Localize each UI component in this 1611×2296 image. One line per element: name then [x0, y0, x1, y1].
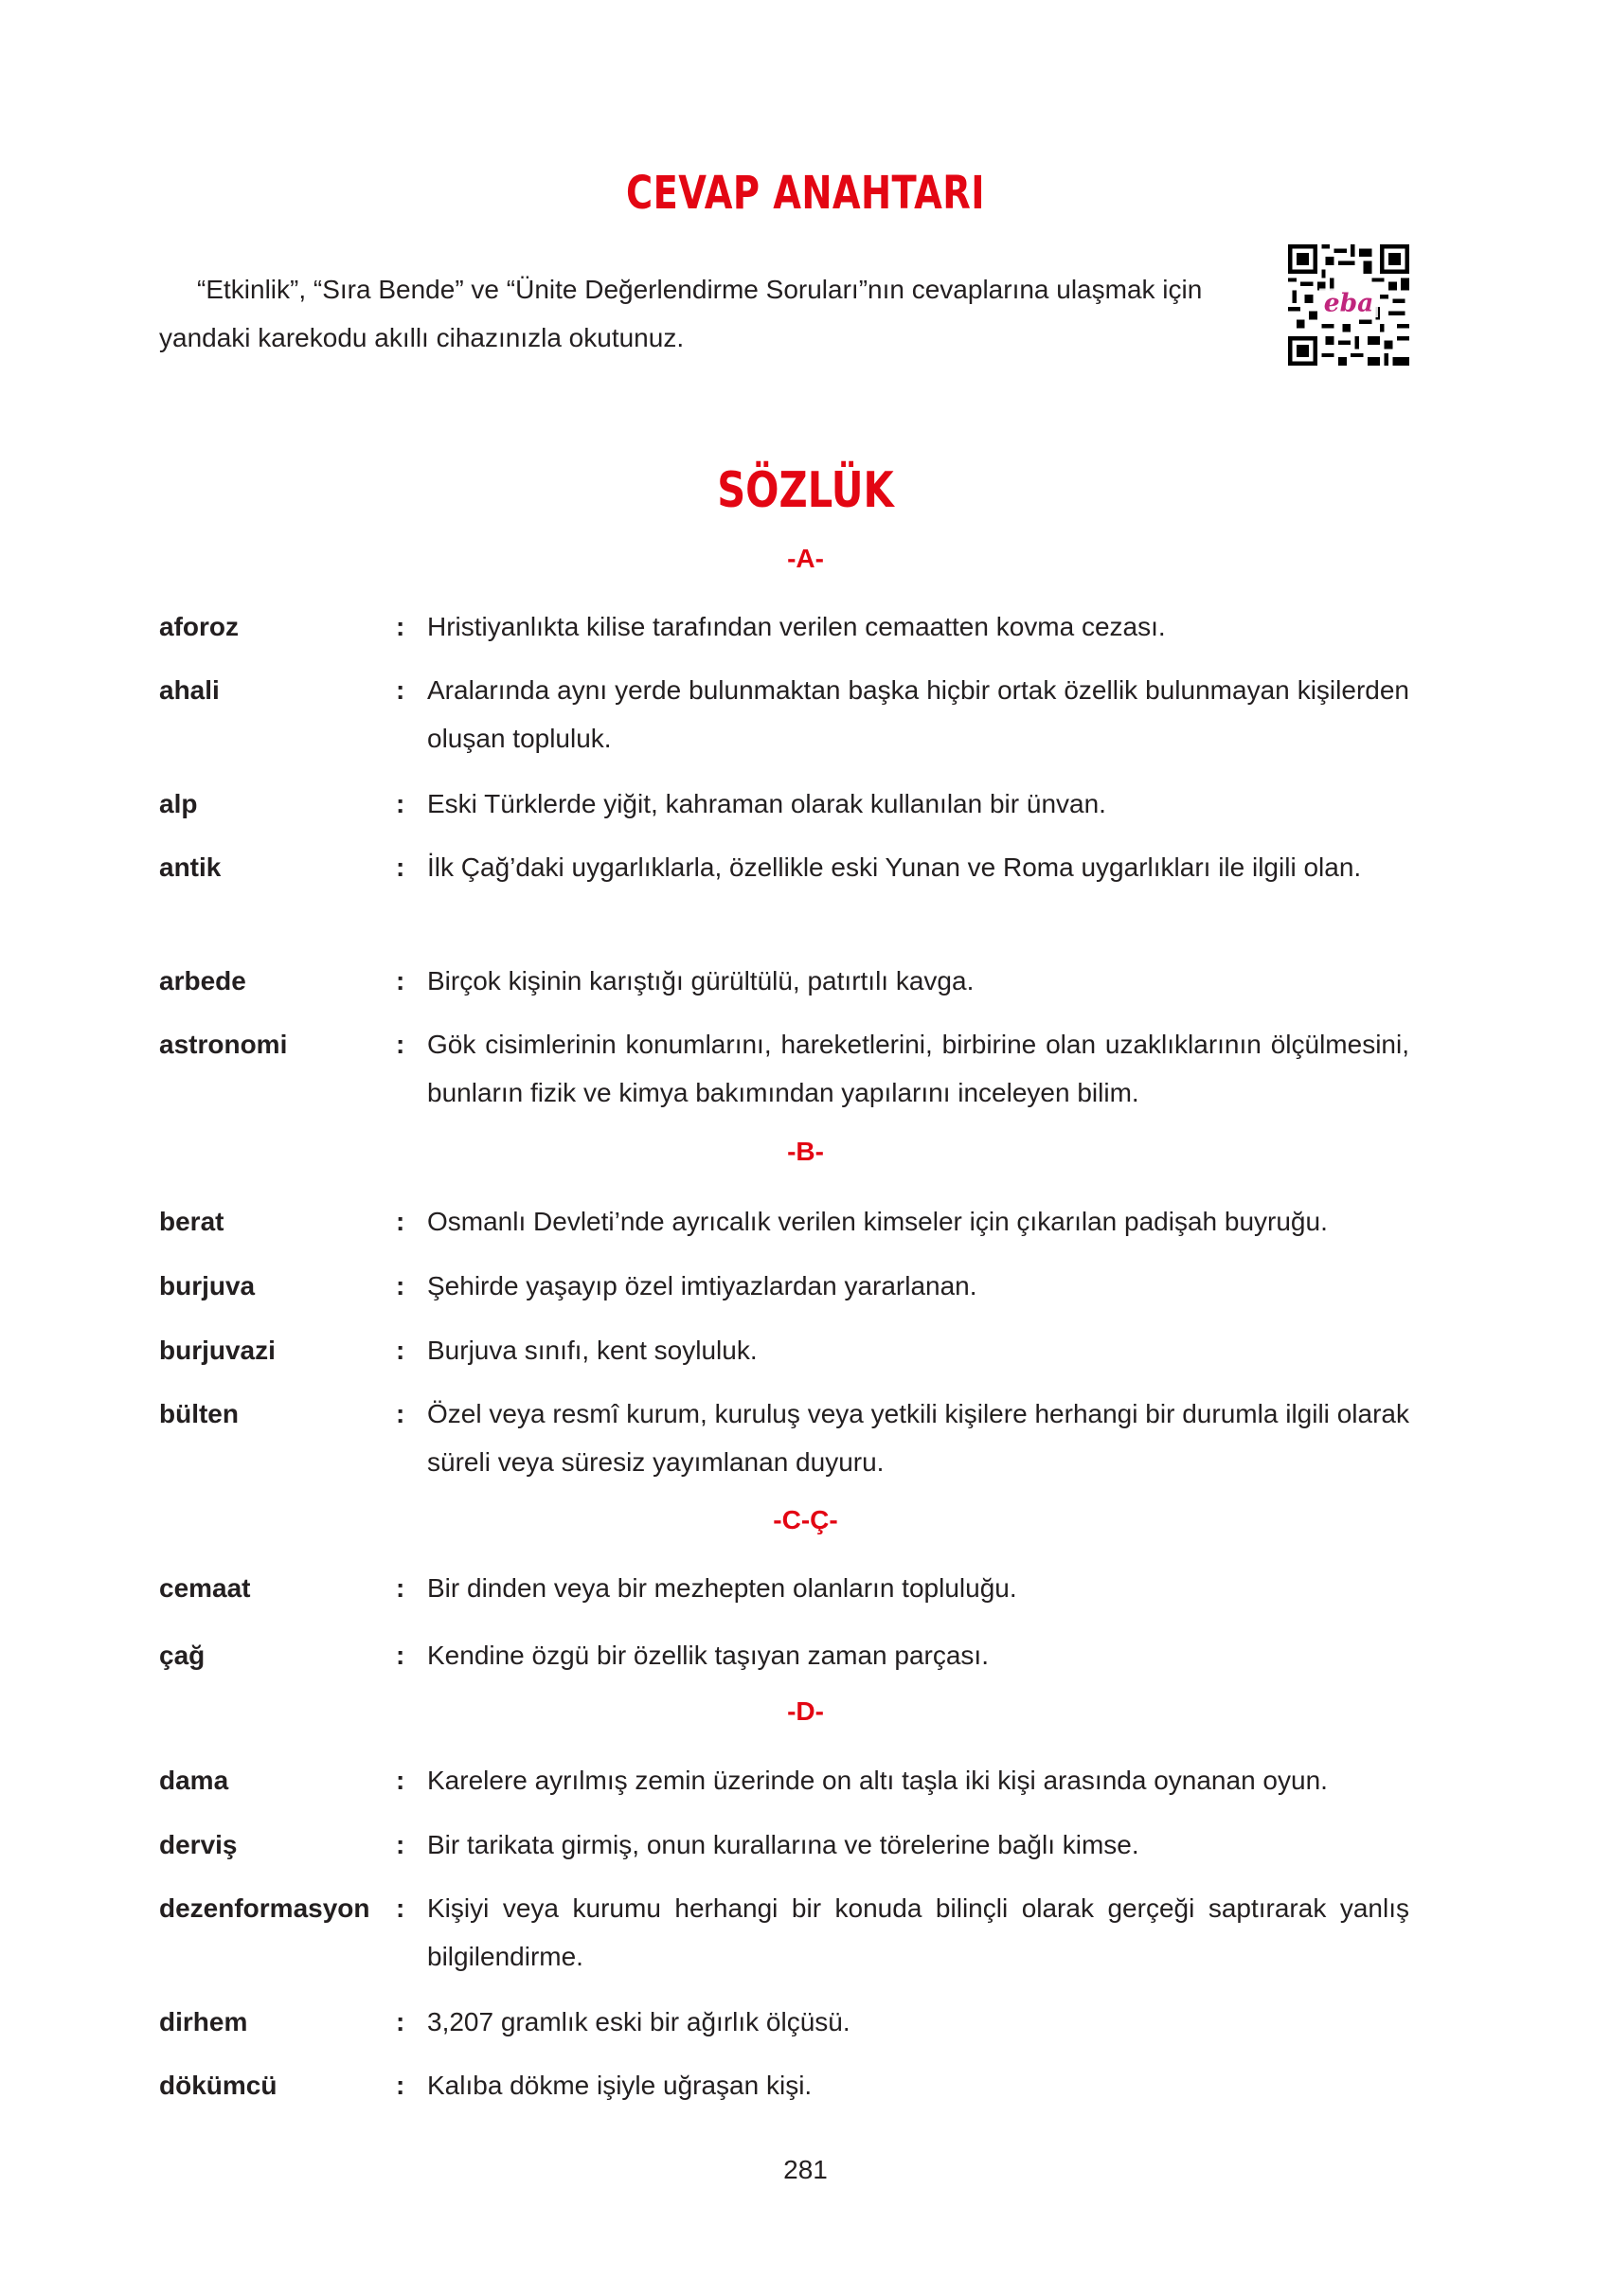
entry-definition: Kişiyi veya kurumu herhangi bir konuda bilinçli olarak gerçeği saptırarak yanlış bilgilendirme. — [427, 1893, 1409, 1971]
entry-term: berat — [159, 1207, 224, 1236]
glossary-entry — [159, 2061, 1409, 2109]
glossary-entry — [159, 1884, 1409, 1981]
section-heading-b: -B- — [787, 1137, 824, 1166]
entry-colon: : — [396, 1766, 405, 1795]
qr-finder-top-right — [1380, 244, 1409, 274]
glossary-entry — [159, 1631, 1409, 1679]
glossary-entry — [159, 1998, 1409, 2046]
entry-term: burjuva — [159, 1271, 256, 1300]
section-heading-a: -A- — [787, 544, 824, 573]
glossary-entry — [159, 1564, 1409, 1612]
entry-term: ahali — [159, 675, 220, 705]
entry-term: cemaat — [159, 1573, 251, 1603]
entry-colon: : — [396, 1030, 405, 1059]
glossary-entry — [159, 780, 1409, 828]
entry-colon: : — [396, 1830, 405, 1859]
entry-definition: Kalıba dökme işiyle uğraşan kişi. — [427, 2071, 813, 2100]
intro-text: “Etkinlik”, “Sıra Bende” ve “Ünite Değerlendirme Soruları”nın cevaplarına ulaşmak için yandaki karekodu akıllı cihazınızla okutunuz. — [159, 275, 1203, 352]
entry-definition: Bir dinden veya bir mezhepten olanların topluluğu. — [427, 1573, 1017, 1603]
page-title: CEVAP ANAHTARI — [626, 167, 985, 220]
glossary-entry — [159, 1390, 1409, 1486]
entry-term: dezenformasyon — [159, 1893, 370, 1923]
entry-colon: : — [396, 675, 405, 705]
entry-colon: : — [396, 966, 405, 996]
entry-term: bülten — [159, 1399, 239, 1428]
entry-term: alp — [159, 789, 198, 818]
entry-colon: : — [396, 852, 405, 882]
entry-term: astronomi — [159, 1030, 288, 1059]
section-heading-c: -C-Ç- — [773, 1505, 838, 1534]
entry-colon: : — [396, 1399, 405, 1428]
glossary-title: SÖZLÜK — [717, 462, 894, 519]
glossary-entry — [159, 1326, 1409, 1374]
entry-term: aforoz — [159, 612, 239, 641]
entry-colon: : — [396, 1207, 405, 1236]
qr-logo-text: eba — [1323, 288, 1374, 318]
entry-definition: Hristiyanlıkta kilise tarafından verilen cemaatten kovma cezası. — [427, 612, 1166, 641]
entry-term: dirhem — [159, 2007, 248, 2036]
entry-colon: : — [396, 2071, 405, 2100]
glossary-entry — [159, 1262, 1409, 1310]
qr-finder-top-left — [1288, 244, 1317, 274]
section-heading-d: -D- — [787, 1696, 824, 1726]
entry-colon: : — [396, 1893, 405, 1923]
glossary-entry — [159, 1197, 1409, 1246]
entry-definition: Birçok kişinin karıştığı gürültülü, patırtılı kavga. — [427, 966, 975, 996]
entry-term: dama — [159, 1766, 229, 1795]
glossary-entry — [159, 602, 1409, 651]
glossary-entry — [159, 843, 1409, 891]
entry-definition: Aralarında aynı yerde bulunmaktan başka hiçbir ortak özellik bulunmayan kişilerden oluşan topluluk. — [427, 675, 1409, 753]
entry-definition: Bir tarikata girmiş, onun kurallarına ve törelerine bağlı kimse. — [427, 1830, 1139, 1859]
qr-finder-bottom-left — [1288, 336, 1317, 366]
glossary-entry — [159, 1756, 1409, 1804]
glossary-entry — [159, 957, 1409, 1005]
intro-paragraph — [159, 265, 1229, 362]
entry-definition: Kendine özgü bir özellik taşıyan zaman parçası. — [427, 1641, 989, 1670]
entry-definition: 3,207 gramlık eski bir ağırlık ölçüsü. — [427, 2007, 850, 2036]
entry-definition: İlk Çağ’daki uygarlıklarla, özellikle eski Yunan ve Roma uygarlıkları ile ilgili olan. — [427, 852, 1362, 882]
entry-colon: : — [396, 1573, 405, 1603]
entry-definition: Şehirde yaşayıp özel imtiyazlardan yararlanan. — [427, 1271, 977, 1300]
entry-definition: Gök cisimlerinin konumlarını, hareketlerini, birbirine olan uzaklıklarının ölçülmesini, bunların fizik ve kimya bakımından yapılarını inceleyen bilim. — [427, 1030, 1409, 1107]
qr-code-icon — [1288, 244, 1409, 366]
glossary-entry — [159, 666, 1409, 762]
entry-definition: Osmanlı Devleti’nde ayrıcalık verilen kimseler için çıkarılan padişah buyruğu. — [427, 1207, 1328, 1236]
entry-term: burjuvazi — [159, 1336, 276, 1365]
entry-colon: : — [396, 1641, 405, 1670]
page-number: 281 — [783, 2155, 828, 2184]
glossary-entry — [159, 1020, 1409, 1117]
entry-definition: Özel veya resmî kurum, kuruluş veya yetkili kişilere herhangi bir durumla ilgili olarak süreli veya süresiz yayımlanan duyuru. — [427, 1399, 1409, 1477]
entry-term: antik — [159, 852, 222, 882]
entry-colon: : — [396, 612, 405, 641]
entry-term: derviş — [159, 1830, 238, 1859]
glossary-entry — [159, 1821, 1409, 1869]
entry-term: çağ — [159, 1641, 206, 1670]
entry-colon: : — [396, 1271, 405, 1300]
entry-definition: Eski Türklerde yiğit, kahraman olarak kullanılan bir ünvan. — [427, 789, 1106, 818]
entry-definition: Burjuva sınıfı, kent soyluluk. — [427, 1336, 758, 1365]
entry-colon: : — [396, 1336, 405, 1365]
entry-colon: : — [396, 789, 405, 818]
entry-term: dökümcü — [159, 2071, 277, 2100]
entry-term: arbede — [159, 966, 246, 996]
entry-colon: : — [396, 2007, 405, 2036]
entry-definition: Karelere ayrılmış zemin üzerinde on altı taşla iki kişi arasında oynanan oyun. — [427, 1766, 1328, 1795]
